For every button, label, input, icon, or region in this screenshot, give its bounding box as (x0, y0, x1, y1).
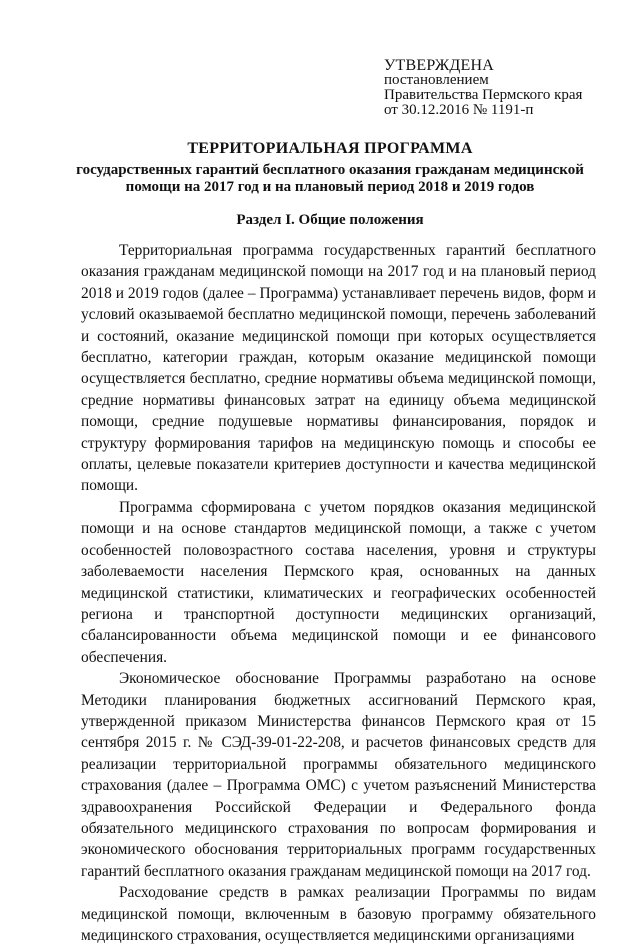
approval-line-1: постановлением (384, 72, 489, 88)
document-subtitle: государственных гарантий бесплатного оказания гражданам медицинской помощи на 2017 год и на плановый период 2018 и 2019 годов (76, 162, 584, 195)
approval-title: УТВЕРЖДЕНА (384, 57, 495, 74)
paragraph: Программа сформирована с учетом порядков оказания медицинской помощи и на основе стандартов медицинской помощи, а также с учетом особенностей половозрастного состава населения, уровня и структуры заболеваемости населения Пермского края, основанных на данных медицинской статистики, климатических и географических особенностей региона и транспортной доступности медицинских организаций, сбалансированности объема медицинской помощи и ее финансового обеспечения. (81, 498, 596, 666)
section-heading: Раздел I. Общие положения (236, 212, 424, 228)
approval-line-3: от 30.12.2016 № 1191-п (384, 102, 534, 118)
approval-stamp (384, 58, 614, 118)
paragraph: Расходование средств в рамках реализации Программы по видам медицинской помощи, включенным в базовую программу обязательного медицинского страхования, осуществляется медицинскими организациями (81, 884, 596, 944)
approval-line-2: Правительства Пермского края (384, 87, 583, 103)
paragraph: Территориальная программа государственных гарантий бесплатного оказания гражданам медицинской помощи на 2017 год и на плановый период 2018 и 2019 годов (далее – Программа) устанавливает перечень видов, форм и условий оказываемой бесплатно медицинской помощи, перечень заболеваний и состояний, оказание медицинской помощи при которых осуществляется бесплатно, категории граждан, которым оказание медицинской помощи осуществляется бесплатно, средние нормативы объема медицинской помощи, средние нормативы финансовых затрат на единицу объема медицинской помощи, средние подушевые нормативы финансирования, порядок и структуру формирования тарифов на медицинскую помощь и способы ее оплаты, целевые показатели критериев доступности и качества медицинской помощи. (81, 242, 596, 495)
document-title: ТЕРРИТОРИАЛЬНАЯ ПРОГРАММА (187, 140, 473, 157)
section-body (81, 240, 596, 946)
paragraph: Экономическое обоснование Программы разработано на основе Методики планирования бюджетных ассигнований Пермского края, утвержденной приказом Министерства финансов Пермского края от 15 сентября 2015 г. № СЭД-39-01-22-208, и расчетов финансовых средств для реализации территориальной программы обязательного медицинского страхования (далее – Программа ОМС) с учетом разъяснений Министерства здравоохранения Российской Федерации и Федерального фонда обязательного медицинского страхования по вопросам формирования и экономического обоснования территориальных программ государственных гарантий бесплатного оказания гражданам медицинской помощи на 2017 год. (81, 670, 596, 880)
